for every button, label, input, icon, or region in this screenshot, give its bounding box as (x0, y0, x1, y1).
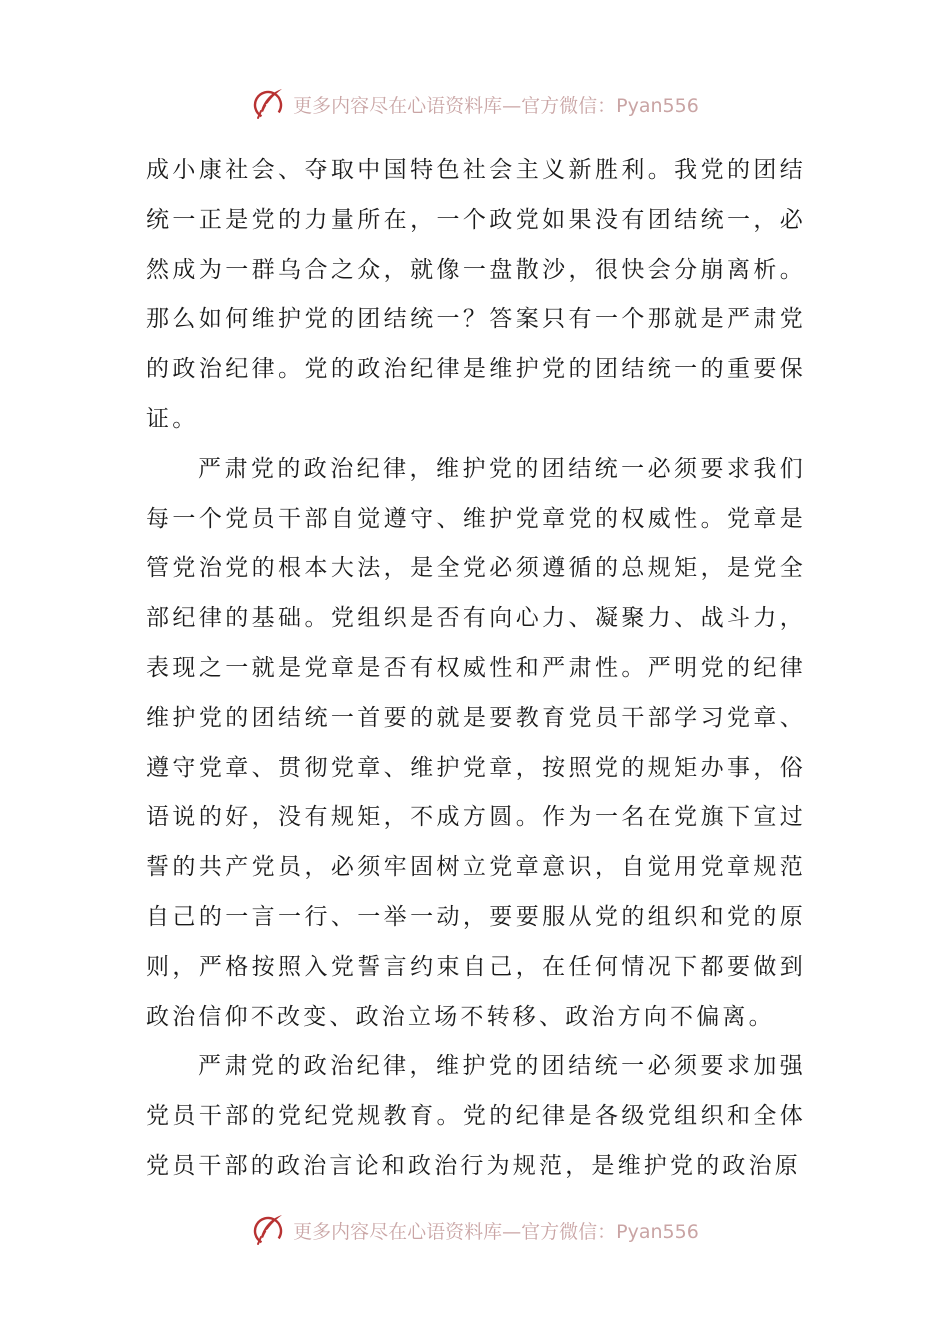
watermark-account: Pyan556 (616, 94, 699, 117)
feather-pen-logo-icon (251, 86, 287, 122)
watermark-header (0, 82, 950, 126)
watermark-account: Pyan556 (616, 1220, 699, 1243)
watermark-text: 更多内容尽在心语资料库—官方微信： (293, 94, 617, 117)
watermark-footer (0, 1208, 950, 1252)
paragraph: 严肃党的政治纪律，维护党的团结统一必须要求我们每一个党员干部自觉遵守、维护党章党的权威性。党章是管党治党的根本大法，是全党必须遵循的总规矩，是党全部纪律的基础。党组织是否有向心力、凝聚力、战斗力，表现之一就是党章是否有权威性和严肃性。严明党的纪律维护党的团结统一首要的就是要教育党员干部学习党章、遵守党章、贯彻党章、维护党章，按照党的规矩办事，俗语说的好，没有规矩，不成方圆。作为一名在党旗下宣过誓的共产党员，必须牢固树立党章意识，自觉用党章规范自己的一言一行、一举一动，要要服从党的组织和党的原则，严格按照入党誓言约束自己，在任何情况下都要做到政治信仰不改变、政治立场不转移、政治方向不偏离。 (146, 455, 806, 1030)
document-body (146, 146, 806, 1192)
paragraph-continued: 成小康社会、夺取中国特色社会主义新胜利。我党的团结统一正是党的力量所在，一个政党如果没有团结统一，必然成为一群乌合之众，就像一盘散沙，很快会分崩离析。那么如何维护党的团结统一？答案只有一个那就是严肃党的政治纪律。党的政治纪律是维护党的团结统一的重要保证。 (146, 157, 806, 432)
feather-pen-logo-icon (251, 1212, 287, 1248)
paragraph: 严肃党的政治纪律，维护党的团结统一必须要求加强党员干部的党纪党规教育。党的纪律是各级党组织和全体党员干部的政治言论和政治行为规范，是维护党的政治原 (146, 1053, 806, 1179)
watermark-text: 更多内容尽在心语资料库—官方微信： (293, 1220, 617, 1243)
